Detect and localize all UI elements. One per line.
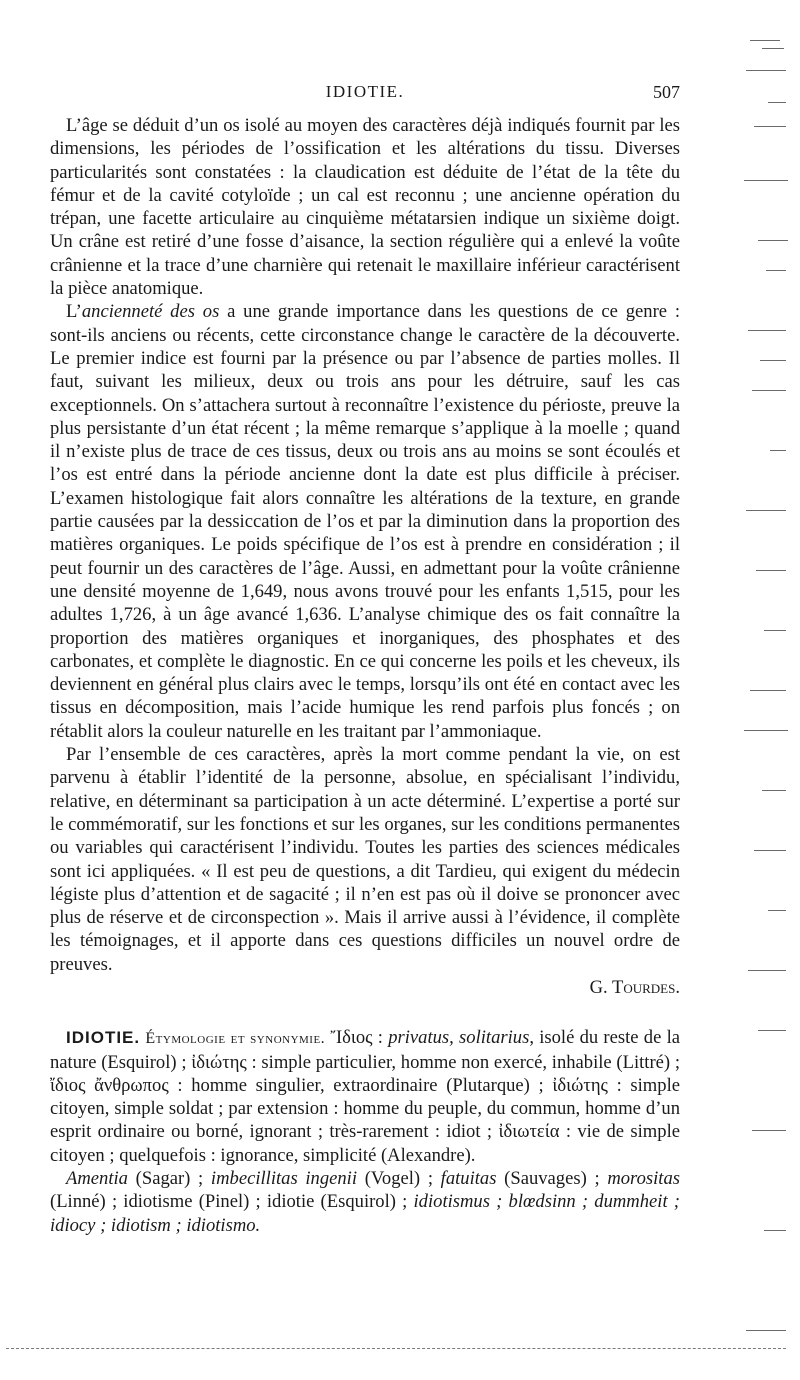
text-run: (Sagar) ; [127,1168,211,1190]
synonym-term: Amentia [66,1168,128,1190]
page-number: 507 [653,82,680,102]
greek-term: ἰδιώτης [552,1074,608,1096]
text-run: , isolé du reste de la nature (Esquirol) ; [50,1027,680,1073]
running-header [50,82,680,108]
margin-bleed-through [742,30,794,1350]
greek-term: ἰδιωτεία [498,1121,560,1143]
running-head: IDIOTIE. [325,82,405,101]
entry-idiotie: IDIOTIE. Étymologie et synonymie. Ἴδιος : privatus, solitarius, isolé du reste de la nature (Esquirol) ; ἰδιώτης : simple particulier, homme non exercé, inhabile (Littré) ; ἴδιος ἄνθρωπος : homme singulier, extraordinaire (Plutarque) ; ἰδιώτης : simple citoyen, simple soldat ; par extension : homme du peuple, du commun, homme d’un esprit ordinaire ou borné, ignorant ; très-rarement : idiot ; ἰδιωτεία : vie de simple citoyen ; quelquefois : ignorance, simplicité (Alexandre). [50,1027,680,1166]
text-run: : vie de simple citoyen ; quelquefois : ignorance, simplicité (Alexandre). [50,1121,680,1166]
greek-term: ἴδιος ἄνθρωπος [50,1074,169,1096]
paragraph-synonyms [50,1167,680,1237]
text-run: a une grande importance dans les questions de ce genre : sont-ils anciens ou récents, cette circonstance change le caractère de la découverte. Le premier indice est fourni par la présence ou par l’absence de parties molles. Il faut, suivant les milieux, deux ou trois ans pour les détruire, sauf les cas exceptionnels. On s’attachera surtout à reconnaître l’existence du périoste, preuve la plus persistante d’un état récent ; la même remarque s’applique à la moelle ; quand il n’existe plus de trace de ces tissus, deux ou trois ans au moins se sont écoulés et l’os est entré dans la période ancienne dont la date est plus difficile à préciser. L’examen histologique fait alors connaître les altérations de la texture, en grande partie causées par la dessiccation de l’os et par la diminution dans la proportion des matières organiques. Le poids spécifique de l’os est à prendre en considération ; il peut fournir un des caractères de l’âge. Aussi, en admettant pour la voûte crânienne une densité moyenne de 1,649, nous avons trouvé pour les enfants 1,515, pour les adultes 1,726, à un âge avancé 1,636. L’analyse chimique des os fait connaître la proportion des matières organiques et inorganiques, des phosphates et des carbonates, et complète le diagnostic. En ce qui concerne les poils et les cheveux, ils deviennent en général plus clairs avec le temps, lorsqu’ils ont été en contact avec les tissus en décomposition, mais l’acide humique les rend parfois plus foncés ; on rétablit alors la couleur naturelle en les traitant par l’ammoniaque. [50,301,680,742]
text-run: (Linné) ; idiotisme (Pinel) ; idiotie (Esquirol) ; [50,1191,414,1213]
paragraph-anciennete [50,300,680,743]
bottom-bleed-through-rule [6,1348,786,1349]
text-run: (Sauvages) ; [496,1168,608,1190]
synonym-term: idiotismus ; blœdsinn ; dummheit ; idiocy ; idiotism ; idiotismo. [50,1191,680,1236]
greek-term: ἰδιώτης [191,1051,247,1073]
text-run: : simple particulier, homme non exercé, inhabile (Littré) ; [246,1051,680,1073]
entry-headword: IDIOTIE. [66,1028,141,1048]
synonym-term: morositas [607,1168,680,1190]
author-signature: G. Tourdes. [589,976,680,998]
synonym-term: fatuitas [440,1168,497,1190]
greek-term: Ἴδιος [330,1027,373,1049]
section-label: Étymologie et synonymie. [145,1030,326,1048]
paragraph-identite: Par l’ensemble de ces caractères, après la mort comme pendant la vie, on est parvenu à établir l’identité de la personne, absolue, en spécialisant l’individu, relative, en déterminant sa participation à un acte déterminé. L’expertise a porté sur le commémoratif, sur les fonctions et sur les organes, sur les conditions permanentes ou variables qui caractérisent l’individu. Toutes les parties des sciences médicales sont ici appliquées. « Il est peu de questions, a dit Tardieu, qui exigent du médecin légiste plus d’attention et de sagacité ; il n’en est pas où il doive se prononcer avec plus de réserve et de circonspection ». Mais il arrive aussi à l’évidence, il complète les témoignages, et il apporte dans ces questions difficiles un nouvel ordre de preuves. [50,744,680,975]
text-run: L’ [66,301,82,323]
text-run: (Vogel) ; [357,1168,441,1190]
italic-term: ancienneté des os [81,301,220,323]
latin-term: privatus, solitarius [388,1027,530,1049]
text-run: : homme singulier, extraordinaire (Plutarque) ; [168,1074,553,1096]
synonym-term: imbecillitas ingenii [210,1168,358,1190]
paragraph-age: L’âge se déduit d’un os isolé au moyen des caractères déjà indiqués fournit par les dimensions, les périodes de l’ossification et les altérations du tissu. Diverses particularités sont constatées : la claudication est déduite de l’état de la tête du fémur et de la cavité cotyloïde ; un cal est reconnu ; une ancienne opération du trépan, une facette articulaire au cinquième métatarsien indique un sixième doigt. Un crâne est retiré d’une fosse d’aisance, la section régulière qui a enlevé la voûte crânienne et la trace d’une charnière qui retenait le maxillaire inférieur caractérisent la pièce anatomique. [50,115,680,300]
text-run: : simple citoyen, simple soldat ; par extension : homme du peuple, du commun, homme d’un esprit ordinaire ou borné, ignorant ; très-rarement : idiot ; [50,1074,680,1143]
page-body [50,114,680,1237]
signature-line [50,976,680,999]
